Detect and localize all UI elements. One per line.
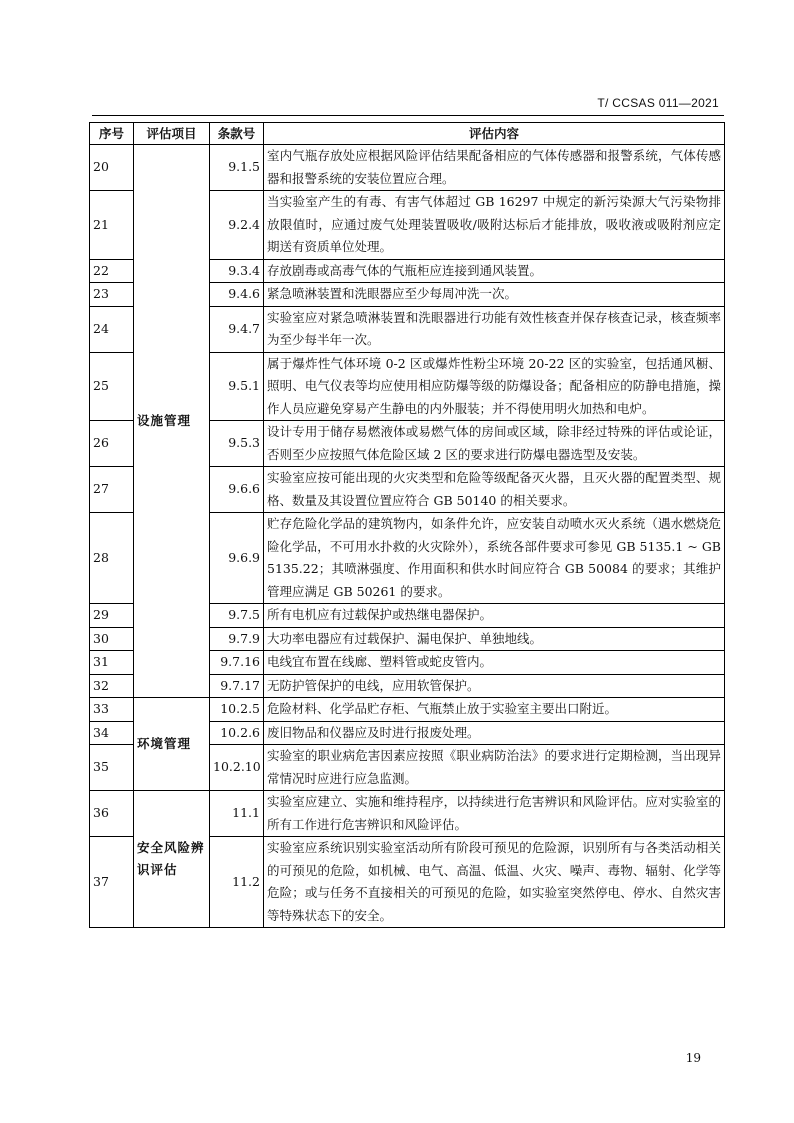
row-number: 28 [90,513,134,604]
clause-number: 9.6.6 [210,467,264,513]
evaluation-content: 废旧物品和仪器应及时进行报废处理。 [264,721,725,745]
column-header-item: 评估项目 [134,123,210,145]
clause-number: 9.4.7 [210,306,264,352]
evaluation-content: 实验室应按可能出现的火灾类型和危险等级配备灭火器，且灭火器的配置类型、规格、数量及其设置位置应符合 GB 50140 的相关要求。 [264,467,725,513]
row-number: 21 [90,191,134,260]
row-number: 23 [90,283,134,307]
page-number: 19 [685,1051,701,1065]
row-number: 36 [90,791,134,837]
column-header-no: 序号 [90,123,134,145]
clause-number: 9.7.9 [210,627,264,651]
clause-number: 10.2.10 [210,745,264,791]
clause-number: 9.4.6 [210,283,264,307]
evaluation-content: 设计专用于储存易燃液体或易燃气体的房间或区域，除非经过特殊的评估或论证，否则至少应按照气体危险区域 2 区的要求进行防爆电器选型及安装。 [264,421,725,467]
table-row [90,791,725,837]
evaluation-content: 紧急喷淋装置和洗眼器应至少每周冲洗一次。 [264,283,725,307]
evaluation-content: 危险材料、化学品贮存柜、气瓶禁止放于实验室主要出口附近。 [264,698,725,722]
row-number: 33 [90,698,134,722]
evaluation-content: 大功率电器应有过载保护、漏电保护、单独地线。 [264,627,725,651]
clause-number: 9.3.4 [210,259,264,283]
clause-number: 9.1.5 [210,145,264,191]
evaluation-content: 实验室的职业病危害因素应按照《职业病防治法》的要求进行定期检测，当出现异常情况时应进行应急监测。 [264,745,725,791]
table-header-row [90,123,725,145]
table-row [90,698,725,722]
clause-number: 9.7.5 [210,604,264,628]
evaluation-content: 实验室应建立、实施和维持程序，以持续进行危害辨识和风险评估。应对实验室的所有工作进行危害辨识和风险评估。 [264,791,725,837]
evaluation-content: 贮存危险化学品的建筑物内，如条件允许，应安装自动喷水灭火系统（遇水燃烧危险化学品，不可用水扑救的火灾除外），系统各部件要求可参见 GB 5135.1 ~ GB 5135.22；其喷淋强度、作用面积和供水时间应符合 GB 50084 的要求；其维护管理应满足 GB 50261 的要求。 [264,513,725,604]
category-facility: 设施管理 [134,145,210,698]
clause-number: 9.2.4 [210,191,264,260]
row-number: 25 [90,352,134,421]
evaluation-content: 所有电机应有过载保护或热继电器保护。 [264,604,725,628]
row-number: 30 [90,627,134,651]
category-risk-assessment: 安全风险辨识评估 [134,791,210,928]
row-number: 27 [90,467,134,513]
evaluation-content: 存放剧毒或高毒气体的气瓶柜应连接到通风装置。 [264,259,725,283]
document-code: T/ CCSAS 011—2021 [597,96,719,110]
column-header-content: 评估内容 [264,123,725,145]
row-number: 29 [90,604,134,628]
clause-number: 11.2 [210,837,264,928]
row-number: 32 [90,674,134,698]
clause-number: 10.2.6 [210,721,264,745]
evaluation-table [89,122,725,928]
evaluation-content: 无防护管保护的电线，应用软管保护。 [264,674,725,698]
clause-number: 9.7.16 [210,651,264,675]
header-rule [92,115,724,116]
clause-number: 9.5.3 [210,421,264,467]
table-row [90,145,725,191]
row-number: 37 [90,837,134,928]
row-number: 22 [90,259,134,283]
clause-number: 11.1 [210,791,264,837]
clause-number: 9.5.1 [210,352,264,421]
row-number: 20 [90,145,134,191]
row-number: 34 [90,721,134,745]
evaluation-content: 当实验室产生的有毒、有害气体超过 GB 16297 中规定的新污染源大气污染物排放限值时，应通过废气处理装置吸收/吸附达标后才能排放，吸收液或吸附剂应定期送有资质单位处理。 [264,191,725,260]
row-number: 31 [90,651,134,675]
row-number: 26 [90,421,134,467]
column-header-clause: 条款号 [210,123,264,145]
category-environment: 环境管理 [134,698,210,791]
clause-number: 9.6.9 [210,513,264,604]
evaluation-content: 室内气瓶存放处应根据风险评估结果配备相应的气体传感器和报警系统，气体传感器和报警系统的安装位置应合理。 [264,145,725,191]
evaluation-content: 电线宜布置在线廊、塑料管或蛇皮管内。 [264,651,725,675]
evaluation-content: 实验室应系统识别实验室活动所有阶段可预见的危险源，识别所有与各类活动相关的可预见的危险，如机械、电气、高温、低温、火灾、噪声、毒物、辐射、化学等危险；或与任务不直接相关的可预见的危险，如实验室突然停电、停水、自然灾害等特殊状态下的安全。 [264,837,725,928]
clause-number: 10.2.5 [210,698,264,722]
evaluation-content: 属于爆炸性气体环境 0-2 区或爆炸性粉尘环境 20-22 区的实验室，包括通风橱、照明、电气仪表等均应使用相应防爆等级的防爆设备；配备相应的防静电措施，操作人员应避免穿易产生静电的内外服装；并不得使用明火加热和电炉。 [264,352,725,421]
row-number: 24 [90,306,134,352]
evaluation-content: 实验室应对紧急喷淋装置和洗眼器进行功能有效性核查并保存核查记录，核查频率为至少每半年一次。 [264,306,725,352]
row-number: 35 [90,745,134,791]
clause-number: 9.7.17 [210,674,264,698]
